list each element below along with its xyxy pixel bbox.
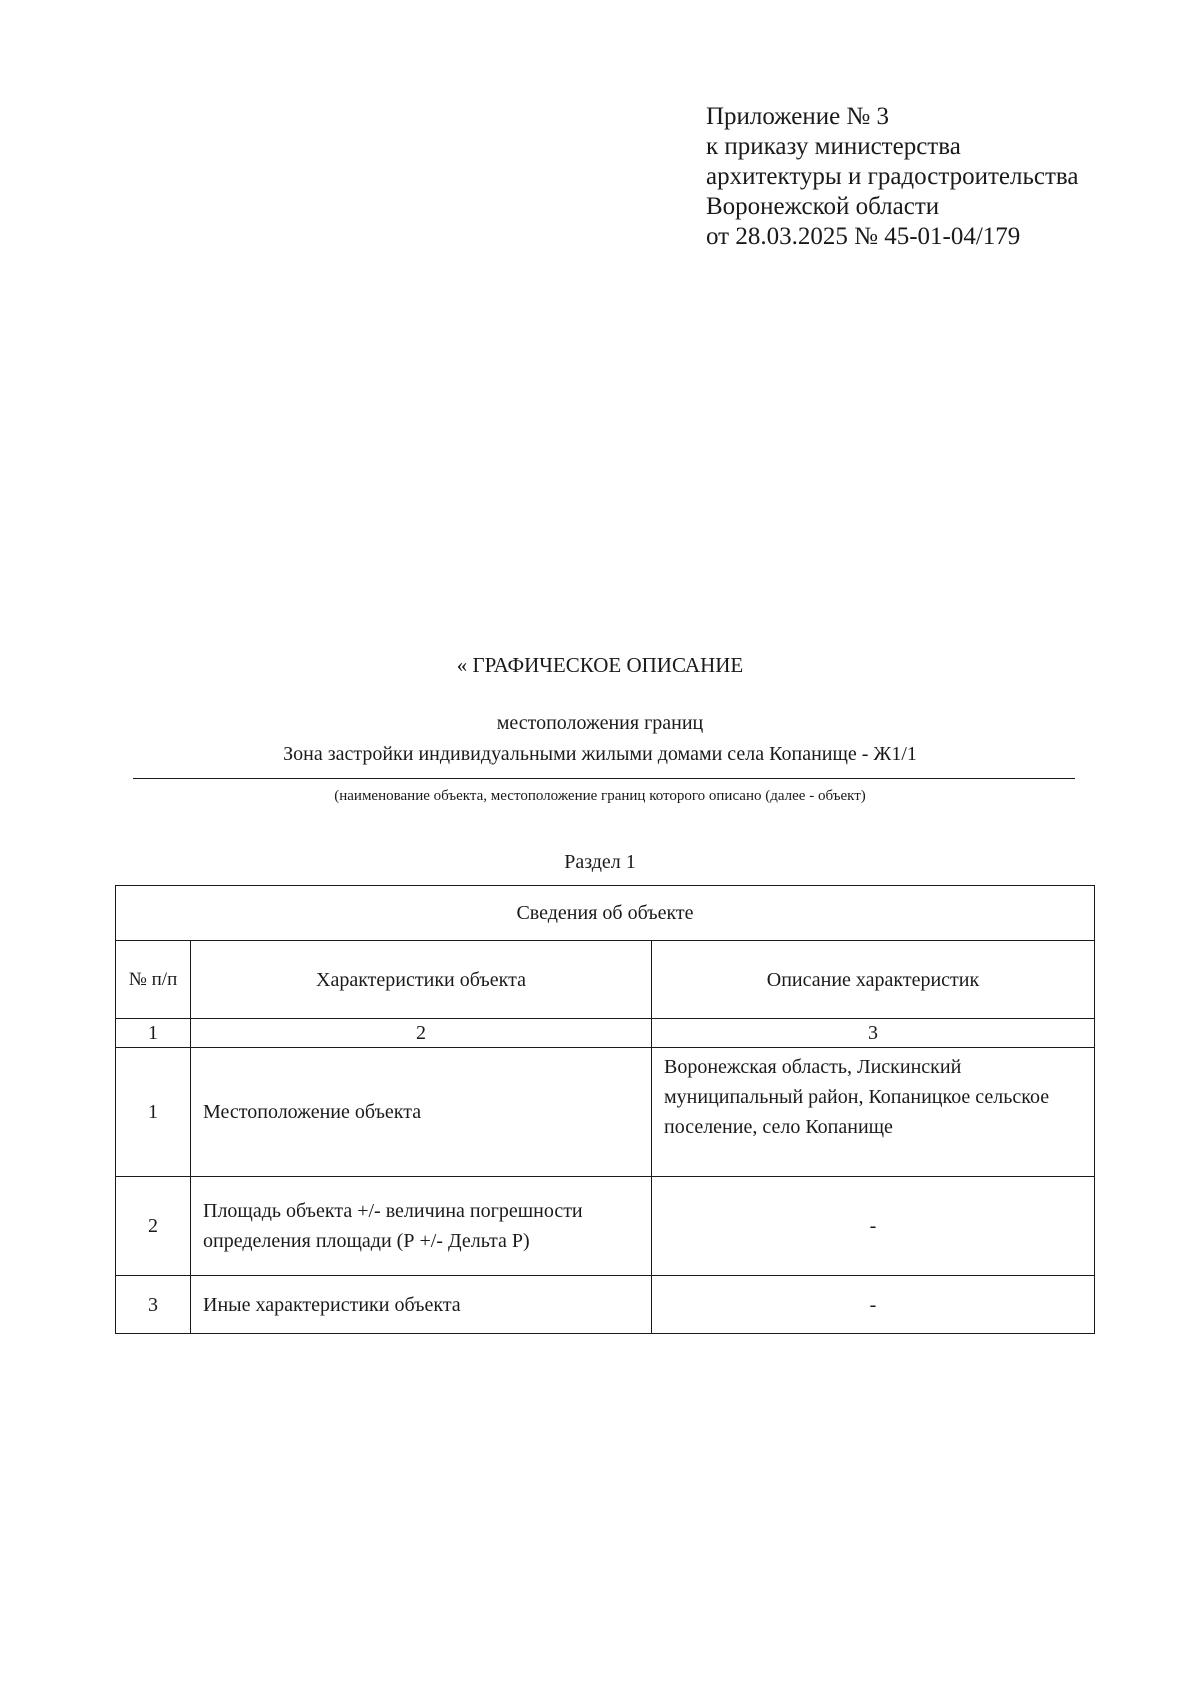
- object-info-table: [115, 885, 1095, 1334]
- header-num: № п/п: [116, 941, 191, 1019]
- table-row: [116, 1048, 1095, 1177]
- document-title: « ГРАФИЧЕСКОЕ ОПИСАНИЕ: [456, 653, 744, 677]
- row-num: 3: [116, 1276, 191, 1334]
- column-number: 2: [191, 1019, 652, 1048]
- section-label: Раздел 1: [564, 851, 636, 873]
- row-description: -: [652, 1276, 1095, 1334]
- object-name: Зона застройки индивидуальными жилыми домами села Копанище - Ж1/1: [283, 743, 917, 765]
- appendix-line: Воронежской области: [706, 193, 940, 220]
- table-row: [116, 1276, 1095, 1334]
- document-subtitle: местоположения границ: [496, 712, 704, 734]
- table-caption-row: [116, 886, 1095, 941]
- table-caption: Сведения об объекте: [116, 886, 1095, 941]
- header-description: Описание характеристик: [652, 941, 1095, 1019]
- row-characteristic: Площадь объекта +/- величина погрешности определения площади (Р +/- Дельта Р): [191, 1177, 652, 1276]
- column-number: 3: [652, 1019, 1095, 1048]
- row-characteristic: Иные характеристики объекта: [191, 1276, 652, 1334]
- column-number-row: [116, 1019, 1095, 1048]
- column-number: 1: [116, 1019, 191, 1048]
- object-note: (наименование объекта, местоположение границ которого описано (далее - объект): [334, 788, 866, 804]
- appendix-line: к приказу министерства: [706, 133, 961, 160]
- appendix-block: [706, 102, 1146, 252]
- appendix-line: от 28.03.2025 № 45-01-04/179: [706, 223, 1021, 250]
- table-header-row: [116, 941, 1095, 1019]
- header-characteristic: Характеристики объекта: [191, 941, 652, 1019]
- row-description: -: [652, 1177, 1095, 1276]
- appendix-line: Приложение № 3: [706, 103, 890, 130]
- appendix-line: архитектуры и градостроительства: [706, 163, 1079, 190]
- row-num: 2: [116, 1177, 191, 1276]
- table-row: [116, 1177, 1095, 1276]
- row-description: Воронежская область, Лискинский муниципальный район, Копаницкое сельское поселение, село Копанище: [652, 1048, 1095, 1177]
- row-num: 1: [116, 1048, 191, 1177]
- row-characteristic: Местоположение объекта: [191, 1048, 652, 1177]
- underline-divider: [133, 778, 1075, 779]
